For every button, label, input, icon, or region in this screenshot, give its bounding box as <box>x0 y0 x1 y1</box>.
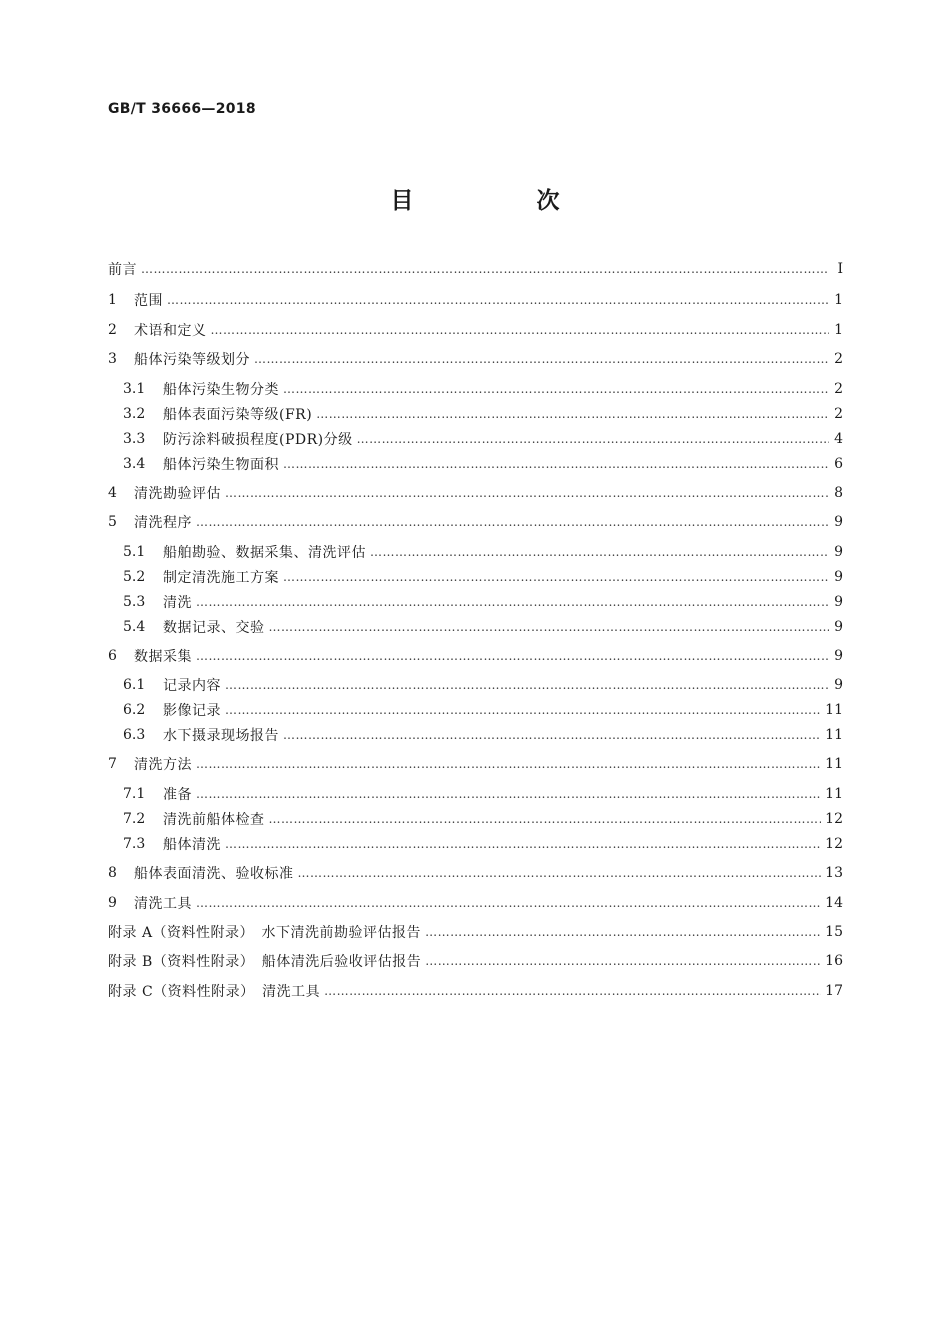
toc-entry-page: 4 <box>834 431 843 447</box>
toc-leader-dots <box>298 866 822 880</box>
toc-entry-6-2[interactable] <box>123 698 843 722</box>
toc-entry-page: 1 <box>834 322 843 338</box>
toc-entry-page: 17 <box>825 983 843 999</box>
toc-entry-7[interactable] <box>108 752 843 776</box>
toc-entry-label: 影像记录 <box>163 703 221 719</box>
toc-entry-2[interactable] <box>108 318 843 342</box>
toc-entry-page: 9 <box>834 544 843 560</box>
toc-entry-page: 16 <box>825 953 843 969</box>
toc-entry-number: 9 <box>108 895 117 911</box>
toc-entry-label: 术语和定义 <box>134 323 207 339</box>
toc-entry-appendix-c[interactable] <box>108 979 843 1003</box>
toc-leader-dots <box>283 728 821 742</box>
toc-entry-label: 船体清洗 <box>163 837 221 853</box>
toc-entry-number: 6.1 <box>123 677 146 693</box>
toc-entry-5-4[interactable] <box>123 615 843 639</box>
toc-entry-6-1[interactable] <box>123 673 843 697</box>
toc-entry-label: 清洗 <box>163 595 192 611</box>
toc-entry-5-2[interactable] <box>123 565 843 589</box>
toc-entry-number: 5.2 <box>123 569 146 585</box>
toc-entry-page: 12 <box>825 836 843 852</box>
toc-entry-number: 6 <box>108 648 117 664</box>
toc-entry-page: 9 <box>834 677 843 693</box>
toc-leader-dots <box>196 787 821 801</box>
toc-leader-dots <box>196 515 829 529</box>
toc-entry-label: 清洗程序 <box>134 515 192 531</box>
toc-entry-appendix-b[interactable] <box>108 949 843 973</box>
toc-entry-number: 3.4 <box>123 456 146 472</box>
toc-entry-3[interactable] <box>108 347 843 371</box>
toc-entry-3-3[interactable] <box>123 427 843 451</box>
toc-leader-dots <box>425 954 821 968</box>
toc-entry-label: 范围 <box>134 293 163 309</box>
toc-leader-dots <box>316 407 829 421</box>
toc-entry-page: 9 <box>834 648 843 664</box>
toc-entry-3-4[interactable] <box>123 452 843 476</box>
toc-entry-page: 11 <box>825 727 843 743</box>
toc-leader-dots <box>269 812 822 826</box>
toc-entry-page: 9 <box>834 569 843 585</box>
toc-entry-label: 数据采集 <box>134 649 192 665</box>
toc-leader-dots <box>283 382 829 396</box>
toc-entry-number: 1 <box>108 292 117 308</box>
toc-entry-number: 3.1 <box>123 381 146 397</box>
toc-entry-page: Ⅰ <box>837 261 843 277</box>
toc-leader-dots <box>269 620 830 634</box>
toc-leader-dots <box>283 570 829 584</box>
toc-entry-page: 11 <box>825 702 843 718</box>
toc-entry-9[interactable] <box>108 891 843 915</box>
toc-entry-label: 船体表面清洗、验收标准 <box>134 866 294 882</box>
toc-entry-label: 船体污染生物面积 <box>163 457 279 473</box>
toc-entry-label: 船体污染生物分类 <box>163 382 279 398</box>
toc-leader-dots <box>196 757 821 771</box>
toc-entry-label: 附录 A（资料性附录） 水下清洗前勘验评估报告 <box>108 925 422 941</box>
toc-leader-dots <box>196 896 821 910</box>
toc-entry-page: 2 <box>834 406 843 422</box>
toc-entry-4[interactable] <box>108 481 843 505</box>
toc-entry-page: 2 <box>834 381 843 397</box>
toc-entry-page: 14 <box>825 895 843 911</box>
toc-entry-number: 6.2 <box>123 702 146 718</box>
toc-entry-6[interactable] <box>108 644 843 668</box>
toc-leader-dots <box>141 262 829 276</box>
toc-entry-label: 制定清洗施工方案 <box>163 570 279 586</box>
toc-leader-dots <box>370 545 829 559</box>
toc-entry-7-2[interactable] <box>123 807 843 831</box>
toc-entry-page: 6 <box>834 456 843 472</box>
toc-entry-number: 3.3 <box>123 431 146 447</box>
toc-entry-number: 7.1 <box>123 786 146 802</box>
toc-leader-dots <box>425 925 821 939</box>
toc-entry-7-1[interactable] <box>123 782 843 806</box>
toc-entry-label: 附录 B（资料性附录） 船体清洗后验收评估报告 <box>108 954 422 970</box>
toc-entry-number: 5.4 <box>123 619 146 635</box>
toc-leader-dots <box>254 352 829 366</box>
toc-entry-label: 清洗工具 <box>134 896 192 912</box>
toc-entry-number: 8 <box>108 865 117 881</box>
toc-leader-dots <box>225 837 821 851</box>
toc-entry-label: 船体表面污染等级(FR) <box>163 407 313 423</box>
toc-entry-8[interactable] <box>108 861 843 885</box>
toc-entry-number: 7.3 <box>123 836 146 852</box>
toc-entry-page: 11 <box>825 756 843 772</box>
toc-entry-page: 9 <box>834 594 843 610</box>
toc-entry-3-2[interactable] <box>123 402 843 426</box>
toc-leader-dots <box>167 293 829 307</box>
toc-entry-page: 12 <box>825 811 843 827</box>
toc-entry-page: 1 <box>834 292 843 308</box>
toc-leader-dots <box>225 703 821 717</box>
standard-code: GB/T 36666—2018 <box>108 101 256 117</box>
toc-entry-number: 7.2 <box>123 811 146 827</box>
toc-entry-page: 2 <box>834 351 843 367</box>
toc-leader-dots <box>225 678 829 692</box>
toc-entry-page: 15 <box>825 924 843 940</box>
page-title: 目 次 <box>390 188 610 214</box>
toc-entry-5-1[interactable] <box>123 540 843 564</box>
toc-entry-number: 5.3 <box>123 594 146 610</box>
toc-entry-5[interactable] <box>108 510 843 534</box>
toc-entry-number: 3 <box>108 351 117 367</box>
toc-entry-label: 数据记录、交验 <box>163 620 265 636</box>
toc-entry-preface[interactable] <box>108 257 843 281</box>
toc-entry-number: 2 <box>108 322 117 338</box>
toc-entry-label: 清洗方法 <box>134 757 192 773</box>
toc-entry-number: 5.1 <box>123 544 146 560</box>
toc-entry-5-3[interactable] <box>123 590 843 614</box>
toc-entry-label: 清洗勘验评估 <box>134 486 221 502</box>
toc-entry-6-3[interactable] <box>123 723 843 747</box>
toc-leader-dots <box>196 595 829 609</box>
toc-entry-1[interactable] <box>108 288 843 312</box>
toc-entry-number: 7 <box>108 756 117 772</box>
toc-leader-dots <box>357 432 829 446</box>
toc-entry-7-3[interactable] <box>123 832 843 856</box>
toc-entry-label: 附录 C（资料性附录） 清洗工具 <box>108 984 321 1000</box>
toc-leader-dots <box>196 649 829 663</box>
toc-entry-appendix-a[interactable] <box>108 920 843 944</box>
toc-entry-number: 4 <box>108 485 117 501</box>
toc-leader-dots <box>211 323 830 337</box>
toc-entry-page: 13 <box>825 865 843 881</box>
toc-entry-label: 水下摄录现场报告 <box>163 728 279 744</box>
toc-entry-number: 3.2 <box>123 406 146 422</box>
toc-entry-page: 9 <box>834 514 843 530</box>
toc-entry-label: 防污涂料破损程度(PDR)分级 <box>163 432 353 448</box>
toc-entry-page: 11 <box>825 786 843 802</box>
toc-entry-number: 5 <box>108 514 117 530</box>
toc-entry-label: 准备 <box>163 787 192 803</box>
toc-entry-label: 船舶勘验、数据采集、清洗评估 <box>163 545 366 561</box>
toc-entry-page: 8 <box>834 485 843 501</box>
toc-entry-number: 6.3 <box>123 727 146 743</box>
toc-entry-label: 前言 <box>108 262 137 278</box>
toc-entry-3-1[interactable] <box>123 377 843 401</box>
toc-entry-label: 记录内容 <box>163 678 221 694</box>
toc-entry-page: 9 <box>834 619 843 635</box>
toc-entry-label: 船体污染等级划分 <box>134 352 250 368</box>
toc-leader-dots <box>225 486 829 500</box>
toc-entry-label: 清洗前船体检查 <box>163 812 265 828</box>
toc-leader-dots <box>324 984 821 998</box>
toc-leader-dots <box>283 457 829 471</box>
